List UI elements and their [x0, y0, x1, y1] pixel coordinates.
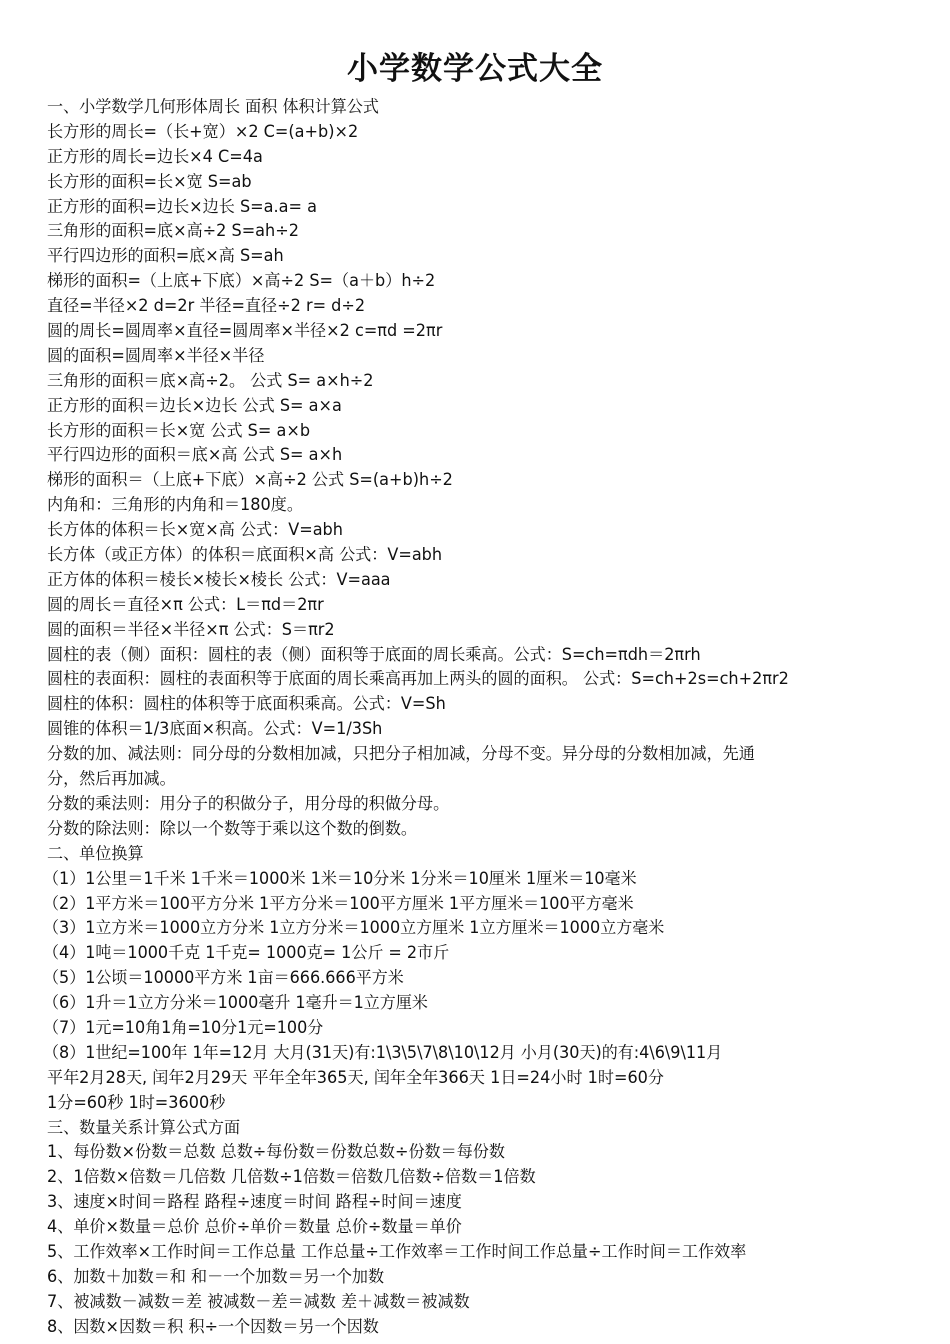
- text-line: 分数的加、减法则：同分母的分数相加减，只把分子相加减，分母不变。异分母的分数相加减，先通: [47, 744, 755, 764]
- text-line: 长方形的面积＝长×宽 公式 S= a×b: [47, 420, 311, 440]
- text-line: （6）1升＝1立方分米＝1000毫升 1毫升＝1立方厘米: [43, 993, 428, 1013]
- text-line: （7）1元=10角1角=10分1元=100分: [43, 1017, 324, 1037]
- text-line: 分数的除法则：除以一个数等于乘以这个数的倒数。: [47, 818, 418, 838]
- text-line: （2）1平方米＝100平方分米 1平方分米＝100平方厘米 1平方厘米＝100平方毫米: [43, 893, 634, 913]
- text-line: 圆的面积＝半径×半径×π 公式：S＝πr2: [47, 619, 335, 639]
- text-line: 正方形的面积＝边长×边长 公式 S= a×a: [47, 395, 342, 415]
- text-line: 圆柱的体积：圆柱的体积等于底面积乘高。公式：V=Sh: [47, 694, 446, 714]
- text-line: 圆的面积=圆周率×半径×半径: [47, 345, 265, 365]
- page-title: 小学数学公式大全: [347, 51, 603, 87]
- text-line: （4）1吨＝1000千克 1千克= 1000克= 1公斤 = 2市斤: [43, 943, 450, 963]
- text-line: 长方形的面积=长×宽 S=ab: [47, 171, 252, 191]
- text-line: 正方体的体积＝棱长×棱长×棱长 公式：V=aaa: [47, 569, 391, 589]
- text-line: 2、1倍数×倍数＝几倍数 几倍数÷1倍数＝倍数几倍数÷倍数＝1倍数: [47, 1167, 536, 1187]
- text-line: 直径=半径×2 d=2r 半径=直径÷2 r= d÷2: [47, 296, 366, 316]
- text-line: （3）1立方米＝1000立方分米 1立方分米＝1000立方厘米 1立方厘米＝1000立方毫米: [43, 918, 665, 938]
- text-line: 内角和：三角形的内角和＝180度。: [47, 495, 303, 515]
- text-line: （8）1世纪=100年 1年=12月 大月(31天)有:1\3\5\7\8\10\12月 小月(30天)的有:4\6\9\11月: [43, 1042, 723, 1062]
- text-line: 5、工作效率×工作时间＝工作总量 工作总量÷工作效率＝工作时间工作总量÷工作时间＝工作效率: [47, 1241, 747, 1261]
- text-line: 长方形的周长=（长+宽）×2 C=(a+b)×2: [47, 121, 359, 141]
- text-line: 1、每份数×份数＝总数 总数÷每份数＝份数总数÷份数＝每份数: [47, 1142, 505, 1162]
- text-line: 正方形的周长=边长×4 C=4a: [47, 146, 263, 166]
- text-line: 8、因数×因数＝积 积÷一个因数＝另一个因数: [47, 1316, 379, 1336]
- text-line: 长方体的体积＝长×宽×高 公式：V=abh: [47, 520, 343, 540]
- text-line: 平行四边形的面积＝底×高 公式 S= a×h: [47, 445, 343, 465]
- text-line: 正方形的面积=边长×边长 S=a.a= a: [47, 196, 317, 216]
- text-line: 1分=60秒 1时=3600秒: [47, 1092, 226, 1112]
- text-line: 一、小学数学几何形体周长 面积 体积计算公式: [47, 97, 379, 116]
- text-line: 梯形的面积=（上底+下底）×高÷2 S=（a＋b）h÷2: [47, 271, 436, 291]
- text-line: （5）1公顷＝10000平方米 1亩＝666.666平方米: [43, 968, 404, 988]
- text-line: 分，然后再加减。: [47, 769, 176, 789]
- text-line: 圆的周长=圆周率×直径=圆周率×半径×2 c=πd =2πr: [47, 321, 443, 341]
- text-line: 分数的乘法则：用分子的积做分子，用分母的积做分母。: [47, 793, 450, 813]
- text-line: 长方体（或正方体）的体积＝底面积×高 公式：V=abh: [47, 545, 443, 565]
- text-line: 三、数量关系计算公式方面: [47, 1117, 241, 1137]
- text-line: 7、被减数－减数＝差 被减数－差＝减数 差＋减数＝被减数: [47, 1291, 470, 1311]
- text-line: 圆柱的表（侧）面积：圆柱的表（侧）面积等于底面的周长乘高。公式：S=ch=πdh＝2πrh: [47, 644, 701, 664]
- text-line: 圆的周长＝直径×π 公式：L＝πd＝2πr: [47, 594, 324, 614]
- text-line: 6、加数＋加数＝和 和－一个加数＝另一个加数: [47, 1266, 385, 1286]
- text-line: 平年2月28天, 闰年2月29天 平年全年365天, 闰年全年366天 1日=24小时 1时=60分: [47, 1067, 665, 1087]
- document-body: [43, 95, 917, 1340]
- text-line: 4、单价×数量＝总价 总价÷单价＝数量 总价÷数量＝单价: [47, 1217, 462, 1237]
- text-line: 平行四边形的面积=底×高 S=ah: [47, 246, 284, 266]
- text-line: 圆柱的表面积：圆柱的表面积等于底面的周长乘高再加上两头的圆的面积。 公式：S=ch+2s=ch+2πr2: [47, 669, 789, 689]
- text-line: 圆锥的体积＝1/3底面×积高。公式：V=1/3Sh: [47, 719, 383, 739]
- text-line: 三角形的面积＝底×高÷2。 公式 S= a×h÷2: [47, 370, 374, 390]
- text-line: 二、单位换算: [47, 843, 144, 863]
- text-line: 三角形的面积=底×高÷2 S=ah÷2: [47, 221, 299, 241]
- text-line: （1）1公里＝1千米 1千米＝1000米 1米＝10分米 1分米＝10厘米 1厘米＝10毫米: [43, 868, 637, 888]
- text-line: 3、速度×时间＝路程 路程÷速度＝时间 路程÷时间＝速度: [47, 1192, 462, 1212]
- text-line: 梯形的面积＝（上底+下底）×高÷2 公式 S=(a+b)h÷2: [47, 470, 453, 490]
